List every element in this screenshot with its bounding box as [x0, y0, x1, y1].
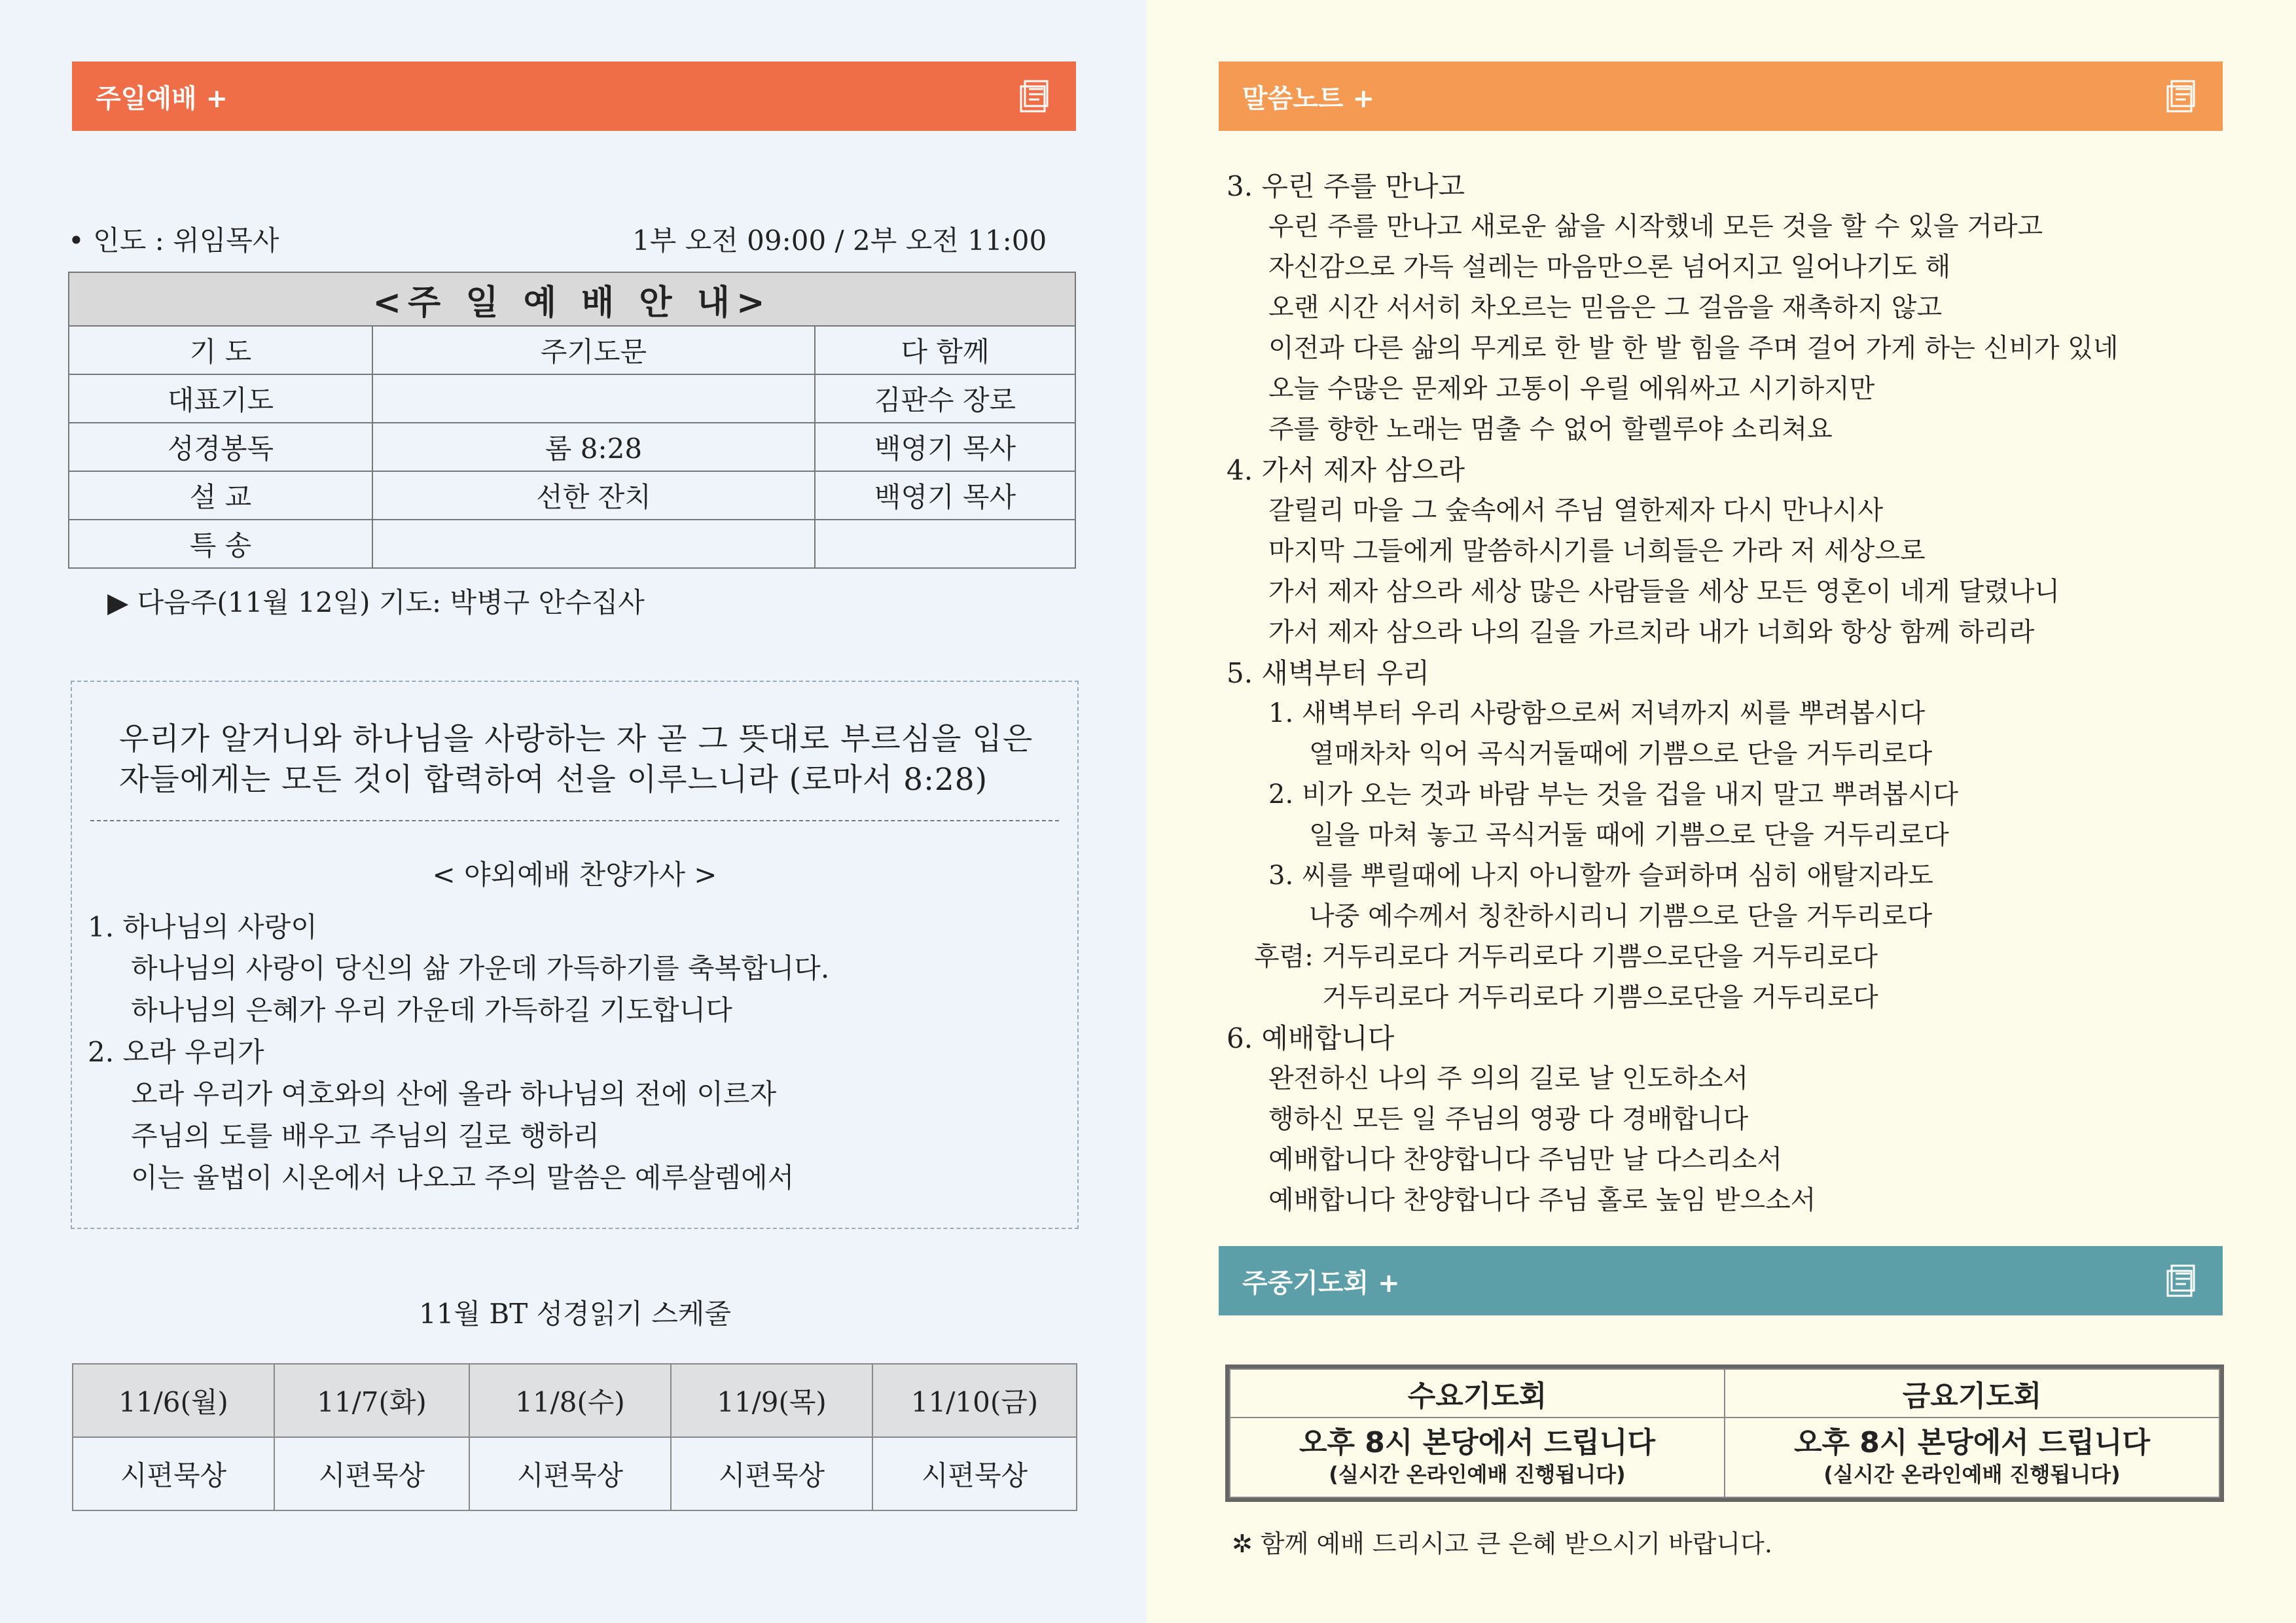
table-cell: 백영기 목사	[815, 471, 1075, 520]
hymn-heading: 2. 오라 우리가	[88, 1036, 264, 1068]
sermon-note-banner	[1219, 62, 2223, 131]
lyric-line: 행하신 모든 일 주님의 영광 다 경배합니다	[1268, 1104, 1749, 1134]
notepad-icon[interactable]	[1016, 79, 1051, 114]
lyric-chorus: 거두리로다 거두리로다 기쁨으로단을 거두리로다	[1322, 982, 1878, 1012]
lyric-line: 1. 새벽부터 우리 사랑함으로써 저녁까지 씨를 뿌려봅시다	[1268, 698, 1926, 728]
table-row	[69, 520, 1075, 568]
dashed-divider	[90, 820, 1059, 821]
service-leader: • 인도 : 위임목사	[68, 224, 279, 257]
schedule-day: 11/9(목)	[671, 1364, 872, 1437]
lyric-line: 완전하신 나의 주 의의 길로 날 인도하소서	[1268, 1063, 1749, 1094]
hymn-line: 오라 우리가 여호와의 산에 올라 하나님의 전에 이르자	[131, 1078, 777, 1110]
table-row	[1230, 1369, 2219, 1418]
footer-note: ✲ 함께 예배 드리시고 큰 은혜 받으시기 바랍니다.	[1232, 1529, 1772, 1558]
table-cell	[372, 374, 815, 423]
friday-prayer-info	[1725, 1418, 2219, 1497]
table-cell: 성경봉독	[69, 423, 372, 471]
prayer-time: 오후 8시 본당에서 드립니다	[1299, 1426, 1656, 1459]
hymn-line: 주님의 도를 배우고 주님의 길로 행하리	[131, 1120, 600, 1152]
prayer-meeting-table	[1225, 1364, 2224, 1502]
table-cell: 대표기도	[69, 374, 372, 423]
schedule-item: 시편묵상	[274, 1437, 469, 1510]
banner-title: 말씀노트 +	[1242, 83, 1375, 114]
schedule-day: 11/10(금)	[872, 1364, 1077, 1437]
hymn-heading: 1. 하나님의 사랑이	[88, 911, 317, 943]
lyric-chorus: 후렴: 거두리로다 거두리로다 기쁨으로단을 거두리로다	[1254, 942, 1878, 972]
prayer-note: (실시간 온라인예배 진행됩니다)	[1329, 1462, 1626, 1487]
lyric-line: 오늘 수많은 문제와 고통이 우릴 에워싸고 시기하지만	[1268, 374, 1875, 404]
table-row	[73, 1437, 1077, 1510]
lyric-line: 열매차차 익어 곡식거둘때에 기쁨으로 단을 거두리로다	[1309, 739, 1933, 769]
schedule-title: 11월 BT 성경읽기 스케줄	[419, 1298, 731, 1330]
lyric-heading: 6. 예배합니다	[1227, 1022, 1395, 1054]
lyric-heading: 4. 가서 제자 삼으라	[1227, 454, 1465, 486]
table-cell: 선한 잔치	[372, 471, 815, 520]
lyric-line: 일을 마쳐 놓고 곡식거둘 때에 기쁨으로 단을 거두리로다	[1309, 820, 1949, 850]
lyric-line: 3. 씨를 뿌릴때에 나지 아니할까 슬퍼하며 심히 애탈지라도	[1268, 861, 1933, 891]
next-week-prayer: ▶ 다음주(11월 12일) 기도: 박병구 안수집사	[107, 586, 645, 618]
hymn-line: 하나님의 사랑이 당신의 삶 가운데 가득하기를 축복합니다.	[131, 952, 830, 984]
schedule-day: 11/8(수)	[469, 1364, 671, 1437]
table-row	[69, 471, 1075, 520]
schedule-day: 11/7(화)	[274, 1364, 469, 1437]
table-cell: 백영기 목사	[815, 423, 1075, 471]
hymn-title: < 야외예배 찬양가사 >	[432, 859, 717, 891]
table-cell	[815, 520, 1075, 568]
table-row	[69, 374, 1075, 423]
lyric-line: 가서 제자 삼으라 나의 길을 가르치라 내가 너희와 항상 함께 하리라	[1268, 617, 2035, 647]
service-table	[68, 272, 1076, 569]
table-cell: 다 함께	[815, 326, 1075, 374]
lyric-heading: 3. 우린 주를 만나고	[1227, 170, 1465, 202]
table-cell: 기 도	[69, 326, 372, 374]
table-cell: 주기도문	[372, 326, 815, 374]
notepad-icon[interactable]	[2162, 1263, 2198, 1298]
midweek-prayer-banner	[1219, 1246, 2223, 1315]
verse-line: 자들에게는 모든 것이 합력하여 선을 이루느니라 (로마서 8:28)	[119, 762, 988, 798]
lyric-line: 가서 제자 삼으라 세상 많은 사람들을 세상 모든 영혼이 네게 달렸나니	[1268, 577, 2060, 607]
wednesday-prayer-head: 수요기도회	[1230, 1369, 1725, 1418]
table-row	[1230, 1418, 2219, 1497]
lyric-line: 오랜 시간 서서히 차오르는 믿음은 그 걸음을 재촉하지 않고	[1268, 293, 1943, 323]
schedule-day: 11/6(월)	[73, 1364, 274, 1437]
service-table-title: <주 일 예 배 안 내>	[69, 272, 1075, 326]
friday-prayer-head: 금요기도회	[1725, 1369, 2219, 1418]
lyric-line: 나중 예수께서 칭찬하시리니 기쁨으로 단을 거두리로다	[1309, 901, 1933, 931]
schedule-item: 시편묵상	[872, 1437, 1077, 1510]
lyric-line: 주를 향한 노래는 멈출 수 없어 할렐루야 소리쳐요	[1268, 414, 1833, 444]
prayer-time: 오후 8시 본당에서 드립니다	[1793, 1426, 2151, 1459]
banner-title: 주일예배 +	[96, 83, 228, 114]
table-cell: 김판수 장로	[815, 374, 1075, 423]
table-cell: 롬 8:28	[372, 423, 815, 471]
schedule-item: 시편묵상	[671, 1437, 872, 1510]
lyric-line: 이전과 다른 삶의 무게로 한 발 한 발 힘을 주며 걸어 가게 하는 신비가 있네	[1268, 333, 2119, 363]
lyric-line: 우린 주를 만나고 새로운 삶을 시작했네 모든 것을 할 수 있을 거라고	[1268, 211, 2043, 241]
service-times: 1부 오전 09:00 / 2부 오전 11:00	[632, 224, 1047, 257]
left-page	[0, 0, 1147, 1623]
table-cell: 설 교	[69, 471, 372, 520]
schedule-item: 시편묵상	[469, 1437, 671, 1510]
lyric-line: 갈릴리 마을 그 숲속에서 주님 열한제자 다시 만나시사	[1268, 495, 1884, 526]
reading-schedule-table	[72, 1363, 1077, 1511]
table-cell: 특 송	[69, 520, 372, 568]
lyric-line: 마지막 그들에게 말씀하시기를 너희들은 가라 저 세상으로	[1268, 536, 1926, 566]
verse-box	[71, 681, 1079, 1229]
prayer-note: (실시간 온라인예배 진행됩니다)	[1823, 1462, 2121, 1487]
verse-line: 우리가 알거니와 하나님을 사랑하는 자 곧 그 뜻대로 부르심을 입은	[119, 721, 1033, 757]
schedule-item: 시편묵상	[73, 1437, 274, 1510]
lyric-line: 예배합니다 찬양합니다 주님 홀로 높임 받으소서	[1268, 1185, 1816, 1215]
banner-title: 주중기도회 +	[1242, 1268, 1400, 1298]
hymn-line: 하나님의 은혜가 우리 가운데 가득하길 기도합니다	[131, 994, 732, 1026]
table-row	[73, 1364, 1077, 1437]
hymn-line: 이는 율법이 시온에서 나오고 주의 말씀은 예루살렘에서	[131, 1162, 795, 1194]
wednesday-prayer-info	[1230, 1418, 1725, 1497]
sunday-service-banner	[72, 62, 1076, 131]
lyric-line: 예배합니다 찬양합니다 주님만 날 다스리소서	[1268, 1145, 1783, 1175]
lyric-line: 2. 비가 오는 것과 바람 부는 것을 겁을 내지 말고 뿌려봅시다	[1268, 779, 1959, 810]
lyric-heading: 5. 새벽부터 우리	[1227, 657, 1430, 689]
table-row	[69, 326, 1075, 374]
lyric-line: 자신감으로 가득 설레는 마음만으론 넘어지고 일어나기도 해	[1268, 252, 1951, 282]
table-cell	[372, 520, 815, 568]
notepad-icon[interactable]	[2162, 79, 2198, 114]
table-row	[69, 423, 1075, 471]
